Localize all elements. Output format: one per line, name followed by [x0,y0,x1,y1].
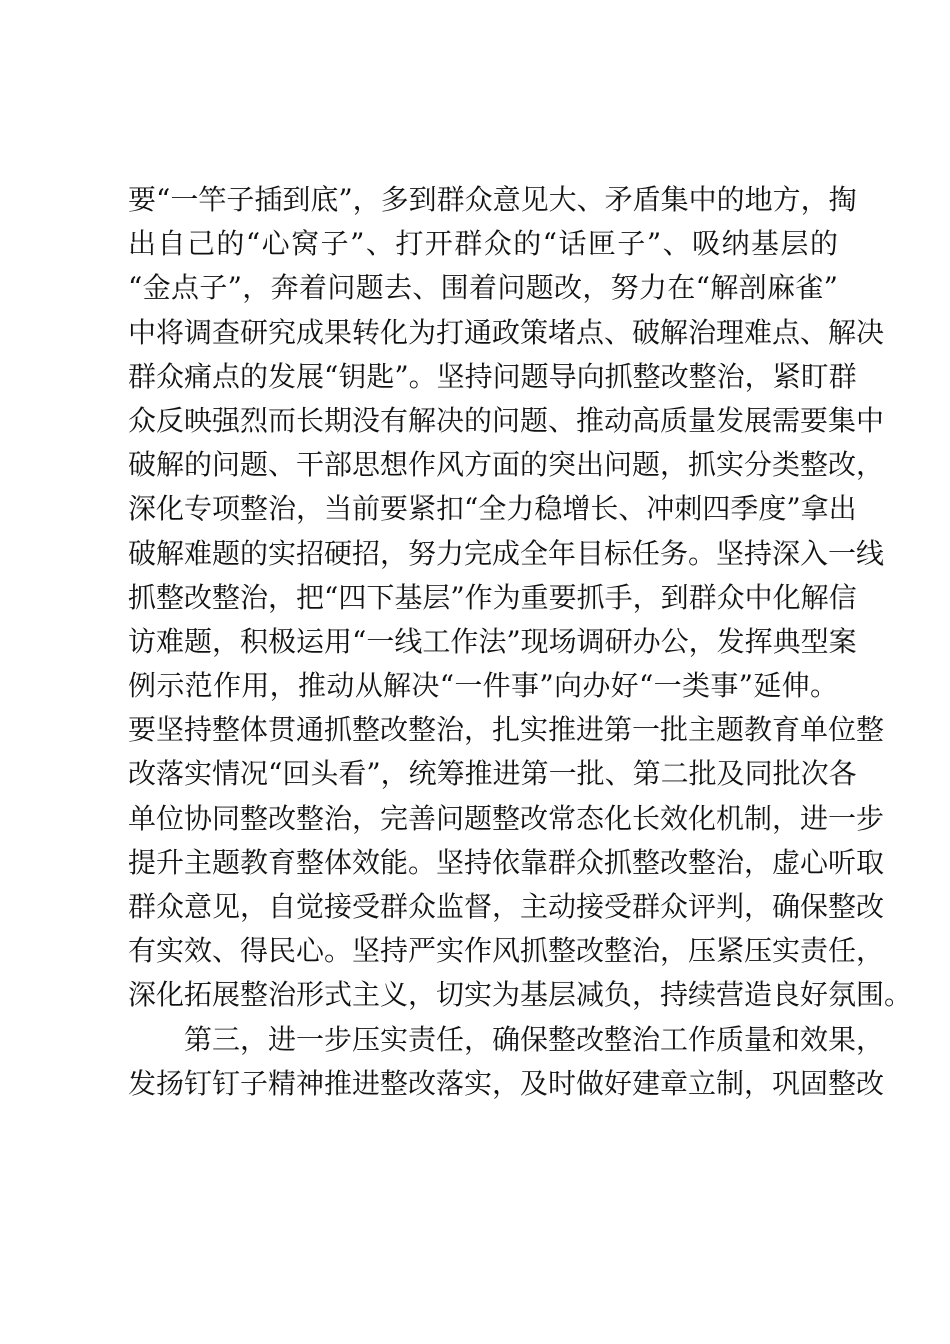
text-line: 要“一竿子插到底”，多到群众意见大、矛盾集中的地方，掏 [128,183,857,216]
text-line: 第三，进一步压实责任，确保整改整治工作质量和效果， [184,1022,885,1056]
text-line: 破解的问题、干部思想作风方面的突出问题，抓实分类整改， [128,448,885,482]
text-line: 发扬钉钉子精神推进整改落实，及时做好建章立制，巩固整改 [128,1066,885,1100]
text-line: 深化专项整治，当前要紧扣“全力稳增长、冲刺四季度”拿出 [128,492,857,526]
paragraph-2 [128,1018,885,1106]
text-line: 出自己的“心窝子”、打开群众的“话匣子”、吸纳基层的 [128,227,838,261]
text-line: 抓整改整治，把“四下基层”作为重要抓手，到群众中化解信 [128,580,857,614]
paragraph-1 [128,178,913,1018]
text-line: 提升主题教育整体效能。坚持依靠群众抓整改整治，虚心听取 [128,845,885,879]
text-line: “金点子”，奔着问题去、围着问题改，努力在“解剖麻雀” [128,271,838,305]
text-line: 有实效、得民心。坚持严实作风抓整改整治，压紧压实责任， [128,934,885,968]
text-line: 中将调查研究成果转化为打通政策堵点、破解治理难点、解决 [128,315,885,349]
text-line: 要坚持整体贯通抓整改整治，扎实推进第一批主题教育单位整 [128,713,885,747]
text-line: 群众痛点的发展“钥匙”。坚持问题导向抓整改整治，紧盯群 [128,359,857,393]
text-line: 众反映强烈而长期没有解决的问题、推动高质量发展需要集中 [128,403,885,437]
text-line: 深化拓展整治形式主义，切实为基层减负，持续营造良好氛围。 [128,978,913,1012]
text-line: 破解难题的实招硬招，努力完成全年目标任务。坚持深入一线 [128,536,885,570]
document-body [128,178,913,1106]
text-line: 例示范作用，推动从解决“一件事”向办好“一类事”延伸。 [128,669,838,703]
text-line: 单位协同整改整治，完善问题整改常态化长效化机制，进一步 [128,801,885,835]
text-line: 改落实情况“回头看”，统筹推进第一批、第二批及同批次各 [128,757,857,791]
text-line: 访难题，积极运用“一线工作法”现场调研办公，发挥典型案 [128,624,857,658]
text-line: 群众意见，自觉接受群众监督，主动接受群众评判，确保整改 [128,890,885,923]
